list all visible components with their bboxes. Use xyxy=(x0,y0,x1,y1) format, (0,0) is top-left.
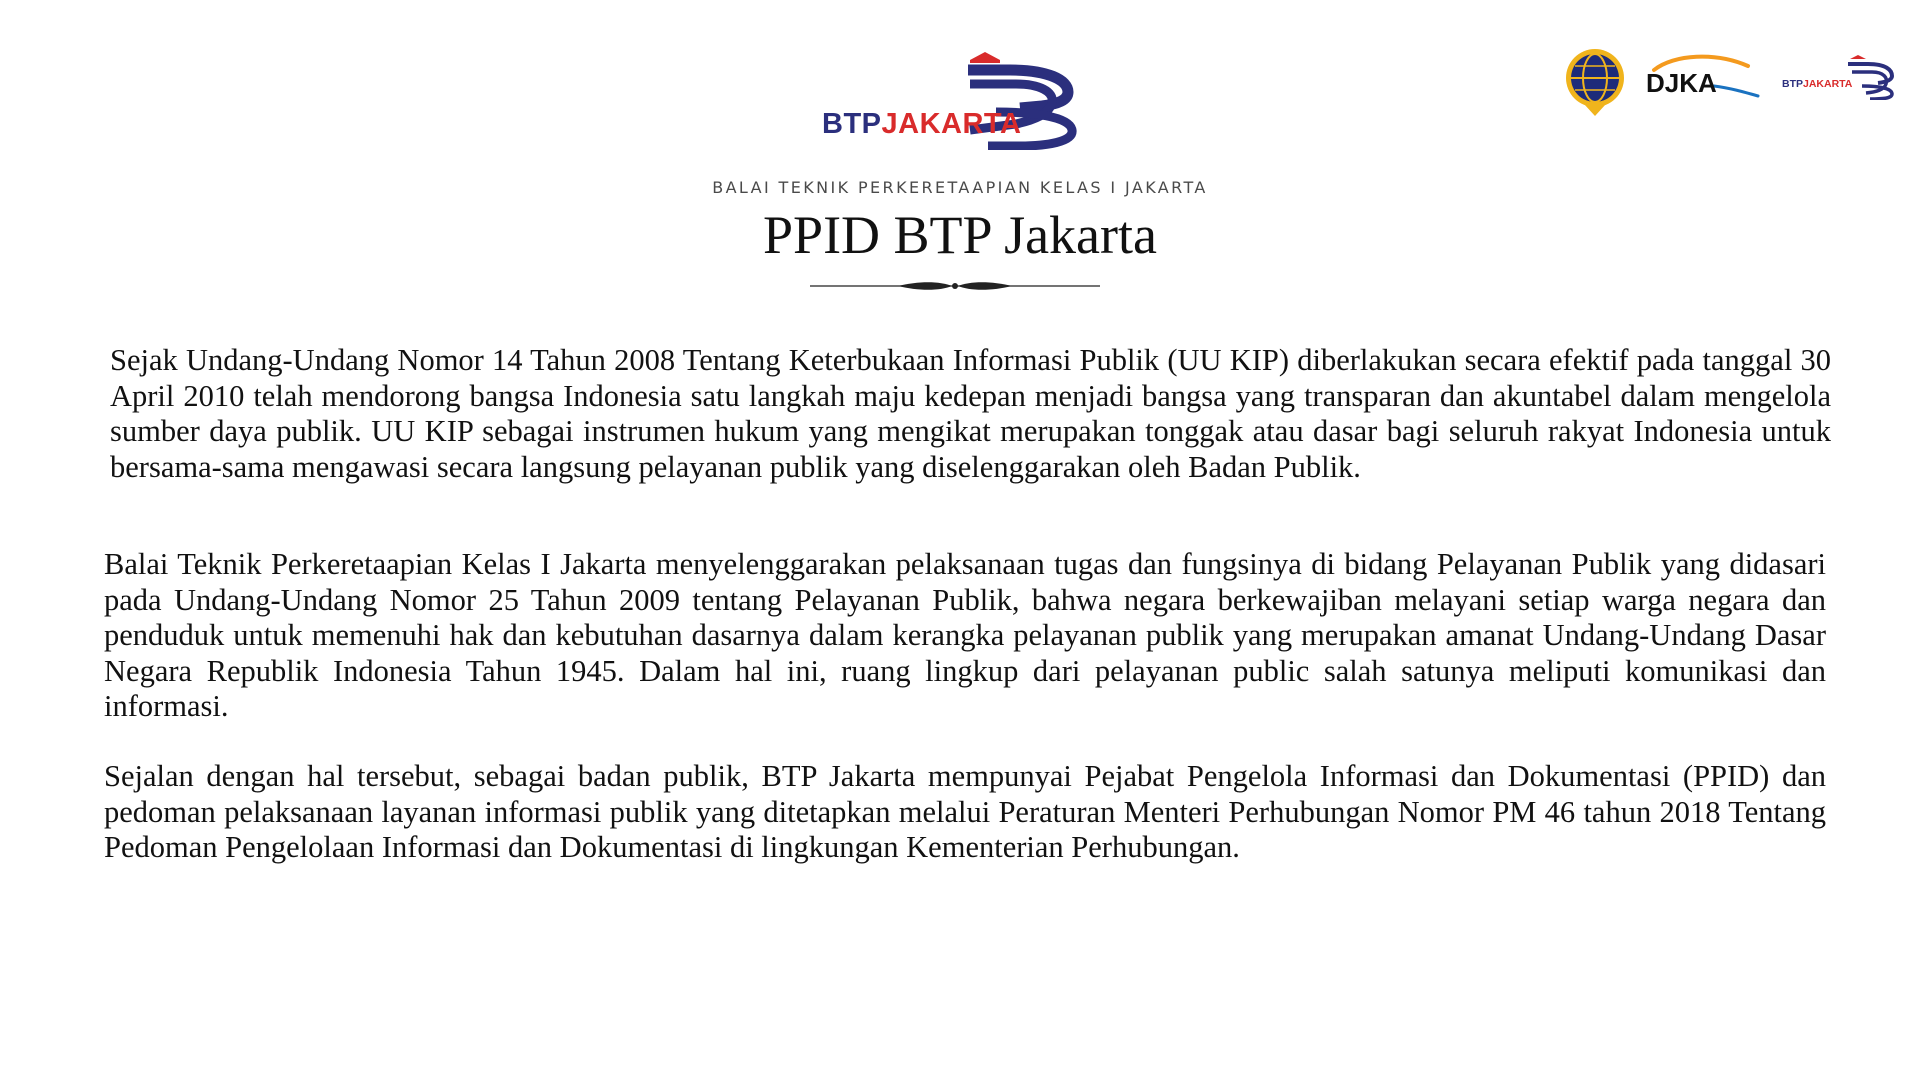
djka-text: DJKA xyxy=(1646,68,1717,98)
kemenhub-logo-icon xyxy=(1564,46,1626,118)
organization-subtitle: BALAI TEKNIK PERKERETAAPIAN KELAS I JAKARTA xyxy=(712,178,1208,197)
djka-logo-icon xyxy=(1644,52,1762,102)
body-paragraph-3: Sejalan dengan hal tersebut, sebagai badan publik, BTP Jakarta mempunyai Pejabat Pengelola Informasi dan Dokumentasi (PPID) dan pedoman pelaksanaan layanan informasi publik yang ditetapkan melalui Peraturan Menteri Perhubungan Nomor PM 46 tahun 2018 Tentang Pedoman Pengelolaan Informasi dan Dokumentasi di lingkungan Kementerian Perhubungan. xyxy=(104,759,1826,864)
btp-jakarta-logo xyxy=(820,50,1100,150)
partner-logos xyxy=(1564,46,1894,118)
logo-text-jakarta: JAKARTA xyxy=(881,108,1022,140)
page-title: PPID BTP Jakarta xyxy=(763,205,1157,265)
btp-jakarta-small-logo-icon xyxy=(1782,54,1894,100)
ornament-divider-icon xyxy=(810,278,1100,294)
btp-jakarta-emblem-icon xyxy=(820,50,1100,150)
svg-text:BTPJAKARTA xyxy=(822,108,1021,140)
body-paragraph-2: Balai Teknik Perkeretaapian Kelas I Jakarta menyelenggarakan pelaksanaan tugas dan fungsinya di bidang Pelayanan Publik yang didasari pada Undang-Undang Nomor 25 Tahun 2009 tentang Pelayanan Publik, bahwa negara berkewajiban melayani setiap warga negara dan penduduk untuk memenuhi hak dan kebutuhan dasarnya dalam kerangka pelayanan publik yang merupakan amanat Undang-Undang Dasar Negara Republik Indonesia Tahun 1945. Dalam hal ini, ruang lingkup dari pelayanan public salah satunya meliputi komunikasi dan informasi. xyxy=(104,547,1826,723)
svg-text:BTPJAKARTA xyxy=(1782,78,1853,90)
logo-text-btp: BTP xyxy=(822,108,882,140)
body-paragraph-1: Sejak Undang-Undang Nomor 14 Tahun 2008 Tentang Keterbukaan Informasi Publik (UU KIP) diberlakukan secara efektif pada tanggal 30 April 2010 telah mendorong bangsa Indonesia satu langkah maju kedepan menjadi bangsa yang transparan dan akuntabel dalam mengelola sumber daya publik. UU KIP sebagai instrumen hukum yang mengikat merupakan tonggak atau dasar bagi seluruh rakyat Indonesia untuk bersama-sama mengawasi secara langsung pelayanan publik yang diselenggarakan oleh Badan Publik. xyxy=(110,343,1831,484)
small-logo-text-btp: BTP xyxy=(1782,78,1803,90)
small-logo-text-jakarta: JAKARTA xyxy=(1803,78,1853,90)
